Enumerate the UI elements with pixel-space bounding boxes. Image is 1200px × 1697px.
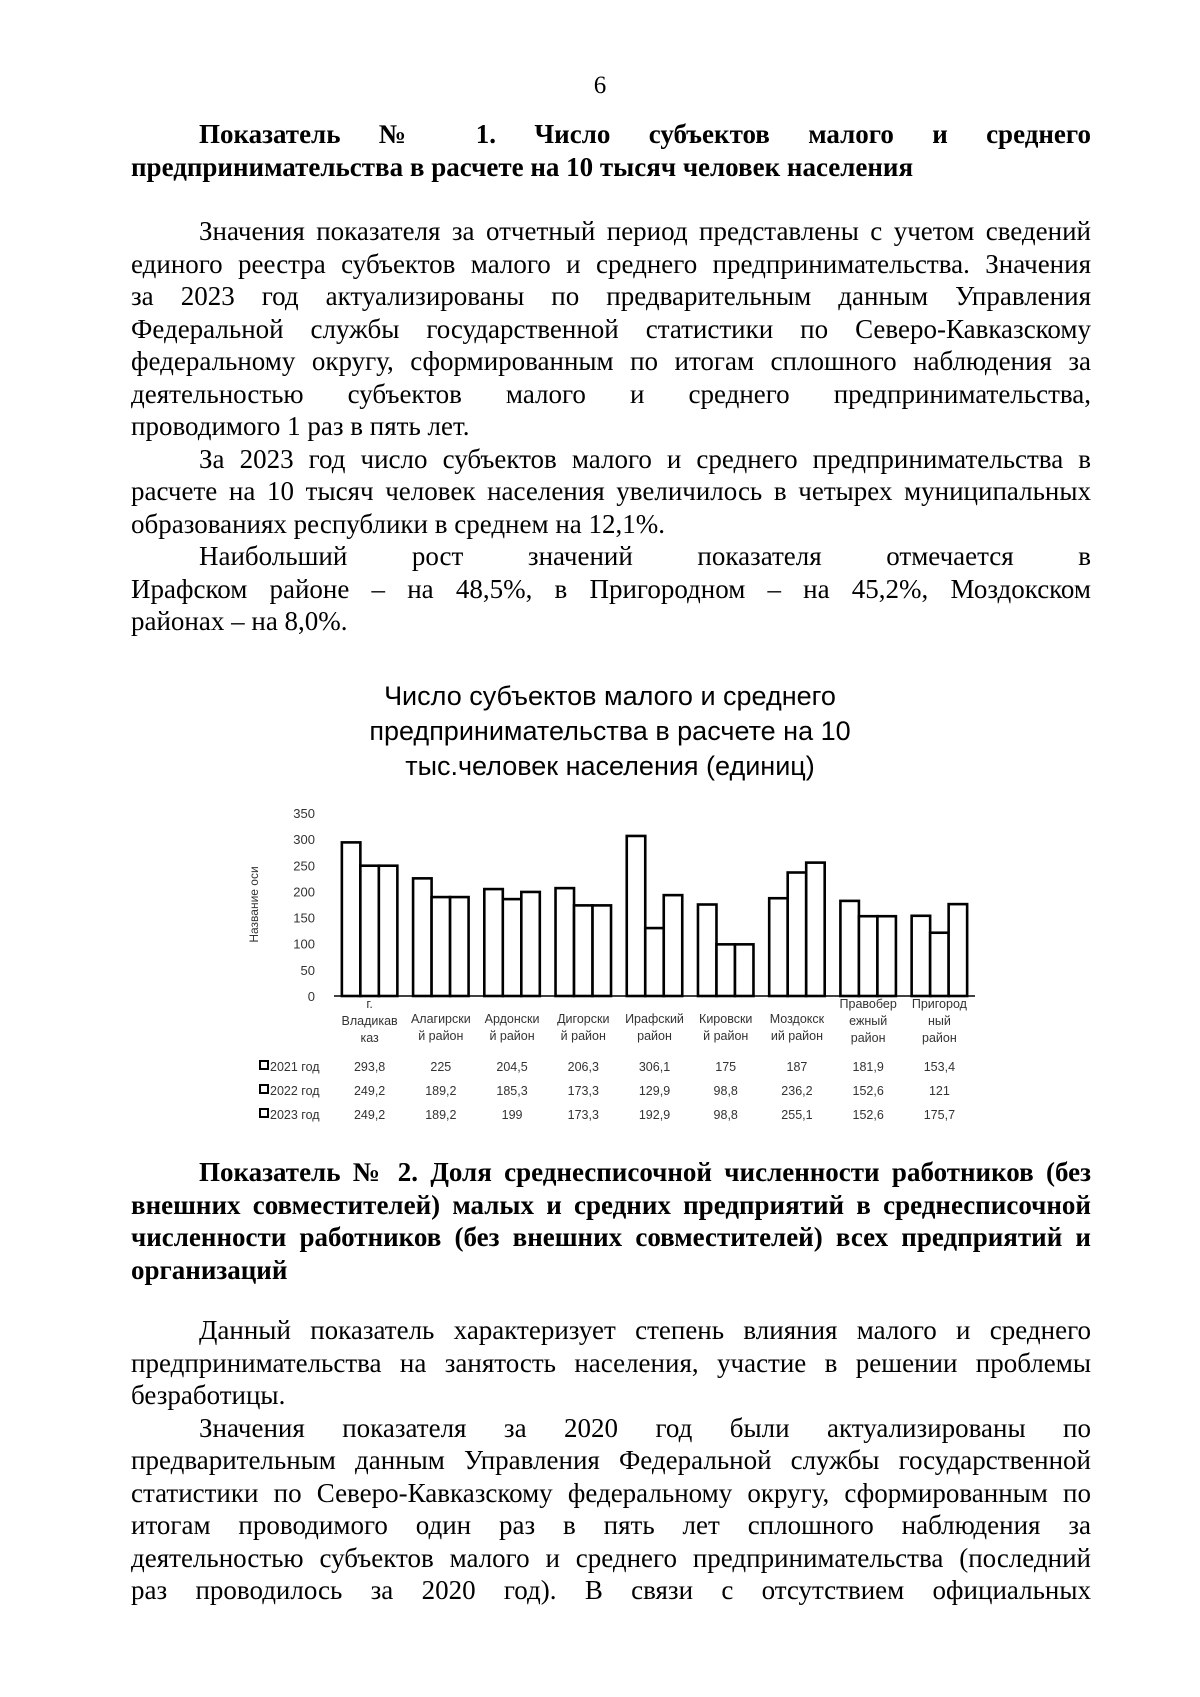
bar bbox=[840, 901, 859, 996]
y-tick-label: 150 bbox=[293, 910, 315, 926]
bar bbox=[342, 842, 361, 996]
bar bbox=[664, 895, 683, 996]
bar bbox=[503, 899, 522, 996]
bar bbox=[735, 944, 754, 996]
bar bbox=[930, 933, 949, 996]
paragraph-line: проводимого 1 раз в пять лет. bbox=[131, 411, 470, 441]
x-category-label: й район bbox=[560, 1029, 606, 1043]
paragraph-line: районах – на 8,0%. bbox=[131, 606, 348, 636]
data-table-value: 98,8 bbox=[713, 1108, 738, 1122]
bar bbox=[593, 905, 612, 996]
x-category-label: ежный bbox=[849, 1014, 888, 1028]
data-table-value: 189,2 bbox=[425, 1108, 457, 1122]
paragraph-line: образованиях республики в среднем на 12,1%. bbox=[131, 508, 666, 539]
data-table-value: 249,2 bbox=[353, 1108, 386, 1122]
bar bbox=[574, 905, 593, 996]
heading-line: организаций bbox=[131, 1254, 288, 1285]
x-category-label: й район bbox=[418, 1029, 464, 1043]
legend-marker bbox=[260, 1061, 268, 1069]
x-category-label: й район bbox=[489, 1029, 535, 1043]
x-category-label: Правобер bbox=[839, 997, 897, 1011]
x-category-label: Пригород bbox=[911, 997, 967, 1011]
bar bbox=[949, 904, 968, 996]
data-table-value: 175,7 bbox=[923, 1108, 956, 1122]
bar bbox=[521, 892, 540, 996]
y-tick-label: 250 bbox=[293, 858, 315, 874]
bar bbox=[806, 863, 825, 996]
x-category-label: Кировски bbox=[699, 1012, 753, 1026]
data-table-value: 204,5 bbox=[496, 1060, 528, 1074]
data-table-value: 306,1 bbox=[638, 1060, 671, 1074]
heading-line: численности работников (без внешних совместителей) всех предприятий и bbox=[131, 1222, 1091, 1252]
data-table-value: 152,6 bbox=[852, 1084, 884, 1098]
x-category-label: каз bbox=[360, 1031, 379, 1045]
x-category-label: район bbox=[922, 1031, 957, 1045]
data-table-value: 129,9 bbox=[638, 1084, 671, 1098]
paragraph-line: итогам проводимого один раз в пять лет сплошного наблюдения за bbox=[131, 1510, 1091, 1540]
data-table-value: 189,2 bbox=[425, 1084, 457, 1098]
x-category-label: ий район bbox=[770, 1029, 824, 1043]
x-category-label: Ирафский bbox=[625, 1012, 684, 1026]
bar bbox=[432, 897, 451, 996]
x-category-label: район bbox=[637, 1029, 672, 1043]
data-table-value: 98,8 bbox=[713, 1084, 738, 1098]
bar bbox=[450, 897, 469, 996]
x-category-label: Алагирски bbox=[410, 1012, 471, 1026]
heading-line: внешних совместителей) малых и средних предприятий в среднесписочной bbox=[131, 1189, 1091, 1220]
legend-series-name: 2023 год bbox=[270, 1108, 320, 1122]
legend-marker bbox=[260, 1085, 268, 1093]
heading-line: Показатель № 2. Доля среднесписочной численности работников (без bbox=[199, 1157, 1091, 1187]
bar bbox=[645, 928, 664, 996]
paragraph-line: Значения показателя за 2020 год были актуализированы по bbox=[199, 1412, 1091, 1443]
data-table-value: 173,3 bbox=[567, 1108, 599, 1122]
data-table-value: 185,3 bbox=[496, 1084, 528, 1098]
bar bbox=[877, 916, 896, 996]
x-category-label: Моздокск bbox=[769, 1012, 825, 1026]
paragraph-line: раз проводилось за 2020 год). В связи с отсутствием официальных bbox=[131, 1575, 1091, 1605]
bar bbox=[698, 905, 717, 997]
heading-line: предпринимательства в расчете на 10 тысяч человек населения bbox=[131, 151, 914, 182]
paragraph-line: За 2023 год число субъектов малого и среднего предпринимательства в bbox=[199, 443, 1091, 474]
chart-title-line: Число субъектов малого и среднего bbox=[384, 681, 836, 711]
y-tick-label: 200 bbox=[293, 884, 315, 900]
x-category-label: Владикав bbox=[341, 1014, 398, 1028]
data-table-value: 206,3 bbox=[567, 1060, 599, 1074]
paragraph-line: предпринимательства на занятость населения, участие в решении проблемы bbox=[131, 1347, 1091, 1378]
data-table-value: 173,3 bbox=[567, 1084, 599, 1098]
bar bbox=[912, 916, 931, 996]
heading-line: Показатель № 1. Число субъектов малого и среднего bbox=[199, 119, 1091, 149]
paragraph-line: предварительным данным Управления Федеральной службы государственной bbox=[131, 1445, 1091, 1475]
chart-title-line: предпринимательства в расчете на 10 bbox=[369, 716, 851, 746]
bar bbox=[769, 898, 788, 996]
legend-series-name: 2022 год bbox=[270, 1084, 320, 1098]
paragraph-line: безработицы. bbox=[131, 1380, 286, 1410]
data-table-value: 187 bbox=[786, 1060, 808, 1074]
x-category-label: район bbox=[850, 1031, 886, 1045]
x-category-label: г. bbox=[366, 997, 373, 1011]
data-table-value: 152,6 bbox=[852, 1108, 884, 1122]
paragraph-line: Данный показатель характеризует степень влияния малого и среднего bbox=[199, 1315, 1091, 1345]
data-table-value: 181,9 bbox=[852, 1060, 884, 1074]
bar bbox=[716, 944, 735, 996]
x-category-label: Дигорски bbox=[557, 1012, 610, 1026]
paragraph-line: единого реестра субъектов малого и среднего предпринимательства. Значения bbox=[131, 248, 1091, 279]
data-table-value: 192,9 bbox=[638, 1108, 671, 1122]
legend-series-name: 2021 год bbox=[270, 1060, 320, 1074]
data-table-value: 225 bbox=[430, 1060, 452, 1074]
paragraph-line: Федеральной службы государственной статистики по Северо-Кавказскому bbox=[131, 313, 1091, 344]
y-tick-label: 100 bbox=[293, 936, 315, 952]
paragraph-line: деятельностью субъектов малого и среднего предпринимательства (последний bbox=[131, 1542, 1091, 1573]
data-table-value: 175 bbox=[715, 1060, 737, 1074]
x-category-label: ный bbox=[927, 1014, 951, 1028]
data-table-value: 153,4 bbox=[923, 1060, 956, 1074]
x-category-label: й район bbox=[703, 1029, 749, 1043]
data-table-value: 236,2 bbox=[781, 1084, 813, 1098]
bar bbox=[859, 916, 878, 996]
data-table-value: 199 bbox=[501, 1108, 523, 1122]
bar bbox=[556, 888, 575, 996]
paragraph-line: деятельностью субъектов малого и среднего предпринимательства, bbox=[131, 378, 1091, 409]
bar bbox=[484, 889, 503, 996]
data-table-value: 293,8 bbox=[353, 1060, 386, 1074]
y-tick-label: 350 bbox=[293, 806, 315, 821]
y-axis-title: Название оси bbox=[247, 866, 261, 943]
paragraph-line: федеральному округу, сформированным по итогам сплошного наблюдения за bbox=[131, 346, 1091, 376]
legend-marker bbox=[260, 1109, 268, 1117]
data-table-value: 255,1 bbox=[781, 1108, 813, 1122]
y-tick-label: 50 bbox=[300, 962, 315, 978]
bar bbox=[788, 873, 807, 996]
paragraph-line: Ирафском районе – на 48,5%, в Пригородном – на 45,2%, Моздокском bbox=[131, 573, 1091, 604]
bar bbox=[379, 866, 398, 996]
heading-indicator-2 bbox=[131, 1156, 1091, 1286]
paragraph-line: за 2023 год актуализированы по предварительным данным Управления bbox=[131, 281, 1091, 311]
paragraph-line: расчете на 10 тысяч человек населения увеличилось в четырех муниципальных bbox=[131, 476, 1091, 506]
y-tick-label: 300 bbox=[293, 832, 315, 848]
data-table-value: 249,2 bbox=[353, 1084, 386, 1098]
bar bbox=[360, 866, 379, 996]
paragraph-line: Значения показателя за отчетный период представлены с учетом сведений bbox=[199, 216, 1091, 246]
paragraph-line: Наибольший рост значений показателя отмечается в bbox=[199, 541, 1091, 571]
y-tick-label: 0 bbox=[307, 989, 315, 1004]
x-category-label: Ардонски bbox=[484, 1012, 540, 1026]
data-table-value: 121 bbox=[928, 1084, 950, 1098]
page-number: 6 bbox=[593, 72, 607, 99]
chart-title-line: тыс.человек населения (единиц) bbox=[405, 751, 815, 781]
bar bbox=[413, 878, 432, 996]
paragraph-line: статистики по Северо-Кавказскому федеральному округу, сформированным по bbox=[131, 1477, 1091, 1508]
indicator-2-text bbox=[131, 1314, 1091, 1607]
bar bbox=[627, 836, 646, 996]
